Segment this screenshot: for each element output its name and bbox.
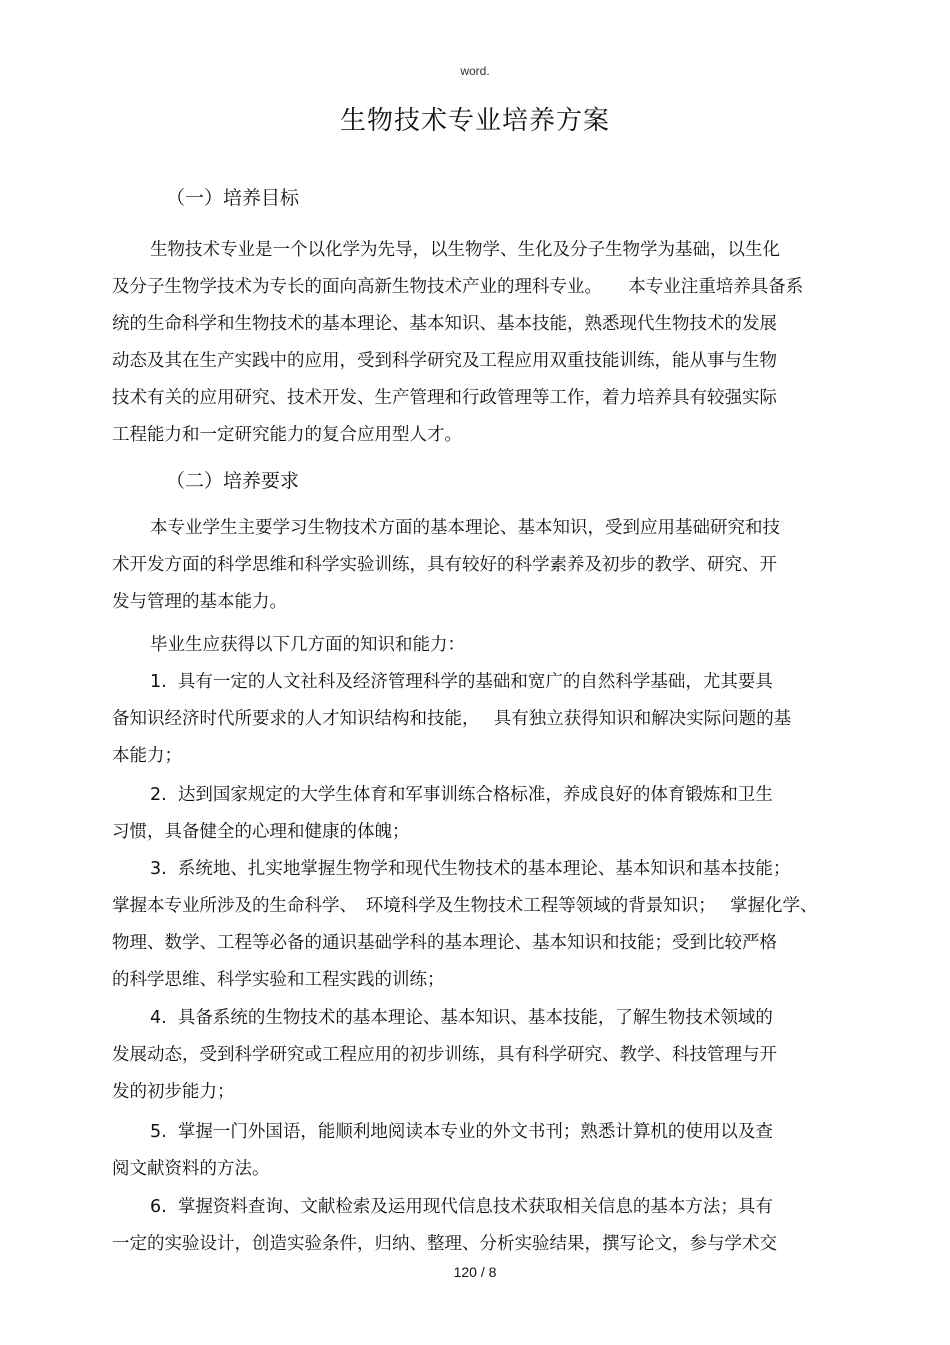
list-item-line: 阅文献资料的方法。 xyxy=(112,1159,270,1179)
list-item-line: 6. 掌握资料查询、文献检索及运用现代信息技术获取相关信息的基本方法；具有 xyxy=(150,1197,773,1217)
list-item-line: 发的初步能力； xyxy=(112,1082,235,1102)
paragraph-line: 毕业生应获得以下几方面的知识和能力： xyxy=(150,635,465,655)
list-item-line: 物理、数学、工程等必备的通识基础学科的基本理论、基本知识和技能；受到比较严格 xyxy=(112,933,777,953)
list-item-line: 4. 具备系统的生物技术的基本理论、基本知识、基本技能，了解生物技术领域的 xyxy=(150,1008,773,1028)
paragraph-line: 工程能力和一定研究能力的复合应用型人才。 xyxy=(112,425,462,445)
paragraph-line: 术开发方面的科学思维和科学实验训练，具有较好的科学素养及初步的教学、研究、开 xyxy=(112,555,777,575)
list-item-line: 3. 系统地、扎实地掌握生物学和现代生物技术的基本理论、基本知识和基本技能； xyxy=(150,859,791,879)
list-item-line: 的科学思维、科学实验和工程实践的训练； xyxy=(112,970,445,990)
list-item-line: 一定的实验设计，创造实验条件，归纳、整理、分析实验结果，撰写论文，参与学术交 xyxy=(112,1234,777,1254)
paragraph-line: 统的生命科学和生物技术的基本理论、基本知识、基本技能，熟悉现代生物技术的发展 xyxy=(112,314,777,334)
paragraph-line: 技术有关的应用研究、技术开发、生产管理和行政管理等工作，着力培养具有较强实际 xyxy=(112,388,777,408)
paragraph-line: 动态及其在生产实践中的应用，受到科学研究及工程应用双重技能训练，能从事与生物 xyxy=(112,351,777,371)
list-item-line: 本能力； xyxy=(112,746,182,766)
list-item-line: 5. 掌握一门外国语，能顺利地阅读本专业的外文书刊；熟悉计算机的使用以及查 xyxy=(150,1122,773,1142)
section-heading-requirements: （二）培养要求 xyxy=(166,470,300,492)
paragraph-line: 生物技术专业是一个以化学为先导，以生物学、生化及分子生物学为基础，以生化 xyxy=(150,240,780,260)
list-item-line: 习惯，具备健全的心理和健康的体魄； xyxy=(112,822,410,842)
list-item-line: 1. 具有一定的人文社科及经济管理科学的基础和宽广的自然科学基础，尤其要具 xyxy=(150,672,773,692)
page-header: word. xyxy=(460,64,490,78)
list-item-line: 2. 达到国家规定的大学生体育和军事训练合格标准，养成良好的体育锻炼和卫生 xyxy=(150,785,773,805)
paragraph-line: 发与管理的基本能力。 xyxy=(112,592,287,612)
list-item-line: 发展动态，受到科学研究或工程应用的初步训练，具有科学研究、教学、科技管理与开 xyxy=(112,1045,777,1065)
list-item-line: 备知识经济时代所要求的人才知识结构和技能， 具有独立获得知识和解决实际问题的基 xyxy=(112,709,792,729)
paragraph-line: 及分子生物学技术为专长的面向高新生物技术产业的理科专业。 本专业注重培养具备系 xyxy=(112,277,804,297)
list-item-line: 掌握本专业所涉及的生命科学、 环境科学及生物技术工程等领域的背景知识； 掌握化学、 xyxy=(112,896,818,916)
document-title: 生物技术专业培养方案 xyxy=(339,106,610,136)
page-number: 120 / 8 xyxy=(453,1264,497,1280)
section-heading-goals: （一）培养目标 xyxy=(166,187,300,209)
paragraph-line: 本专业学生主要学习生物技术方面的基本理论、基本知识，受到应用基础研究和技 xyxy=(150,518,780,538)
